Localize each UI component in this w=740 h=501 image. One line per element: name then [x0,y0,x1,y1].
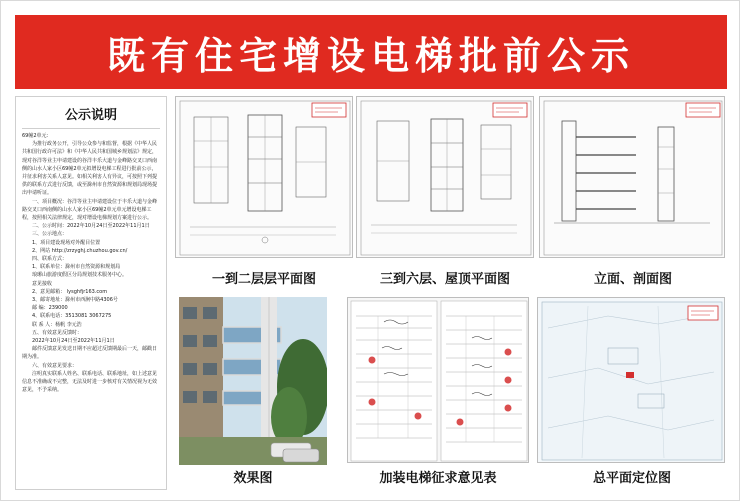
opinion-form-scan [347,297,529,463]
rendering-photo [179,297,327,465]
notice-paragraph: 2、意见邮箱： lysghfjr163.com [32,288,108,295]
notice-paragraph: 五、有效意见反馈时： [32,329,83,336]
notice-paragraph: 四、联系方式： [32,256,68,263]
notice-paragraph: 3、邮寄地址：滁州市西涧中路4306号 [32,297,118,304]
notice-paragraph: 六、有效意见要求： [32,362,78,369]
panel-floor-1-2 [175,96,353,292]
floor-plan-lines [176,97,353,258]
panel-caption: 效果图 [233,471,273,486]
panel-caption: 三到六层、屋顶平面图 [379,272,510,287]
panel-caption: 加装电梯征求意见表 [379,471,497,486]
site-plan-drawing [537,297,725,463]
floor-plan-drawing [175,96,353,258]
panel-floor-3-6 [356,96,534,292]
notice-paragraph: 邮件反馈意见发送日期不应超过反馈期最后一天，邮戳日期为准。 [22,346,158,361]
notice-panel [15,96,167,490]
notice-body [16,132,166,395]
opinion-form-lines [348,298,529,463]
panel-site-plan [537,297,727,491]
rendering-image [179,297,327,465]
notice-paragraph: 2、网站 http://zrzyghj.chuzhou.gov.cn/ [32,247,128,254]
panel-elevation [539,96,727,292]
notice-paragraph: 一、项目概况：谷洋等业主申请建设位于丰乐大道与金峰路交叉口西南侧的山水人家小区69幢2单元单元增设电梯工程，按照相关法律规定，现对增设电梯规划方案进行公示。 [22,198,158,222]
notice-paragraph: 三、公示地点： [32,231,68,238]
notice-paragraph: 二、公示时间：2022年10月24日至2022年11月1日 [32,223,150,230]
notice-paragraph: 为推行政务公开，引导公众参与和监督，根据《中华人民共和国行政许可法》和《中华人民共和国城乡规划法》规定，现对谷洋等业主申请建设的谷洋丰乐大道与金峰路交叉口西南侧的山水人家小区69幢2单元拟增设电梯工程进行批前公示，并征求利害关系人意见。如相关利害人有异议，可按照下列提供的联系方式进行反馈，或至滁州市自然资源和规划局现场提出申请听证。 [22,141,158,197]
notice-paragraph: 69幢2单元： [22,133,52,139]
divider [22,128,160,129]
page-title: 既有住宅增设电梯批前公示 [106,33,635,78]
notice-paragraph: 意见接收 [32,280,53,287]
site-plan-lines [538,298,725,463]
notice-paragraph: 2022年10月24日至2022年11月1日 [32,338,115,345]
notice-paragraph: 4、联系电话：3513081 3067275 [32,313,112,320]
floor-plan-drawing [356,96,534,258]
title-banner [15,15,727,89]
notice-paragraph: 琅琊山旅游度假区分局规划技术服务中心。 [32,272,128,279]
notice-paragraph: 1、联系单位：滁州市自然资源和规划局 [32,264,121,271]
panel-caption: 立面、剖面图 [593,272,672,287]
panel-opinion-form [347,297,529,491]
panel-caption: 总平面定位图 [592,471,671,486]
elevation-lines [540,97,725,258]
notice-paragraph: 注明真实联系人姓名、联系电话、联系地址，如上述意见信息不准确或不完整，无法及时进一步核对有关情况视为无效意见，不予采纳。 [22,370,158,394]
notice-paragraph: 联 系 人：杨帆 李元浩 [32,321,82,328]
notice-title: 公示说明 [64,108,117,123]
panel-caption: 一到二层层平面图 [211,272,316,287]
elevation-drawing [539,96,725,258]
panel-rendering [179,297,327,491]
notice-paragraph: 邮 编：239000 [32,305,68,312]
floor-plan-lines [357,97,534,258]
notice-paragraph: 1、项目建设现场对外醒目位置 [32,239,101,246]
